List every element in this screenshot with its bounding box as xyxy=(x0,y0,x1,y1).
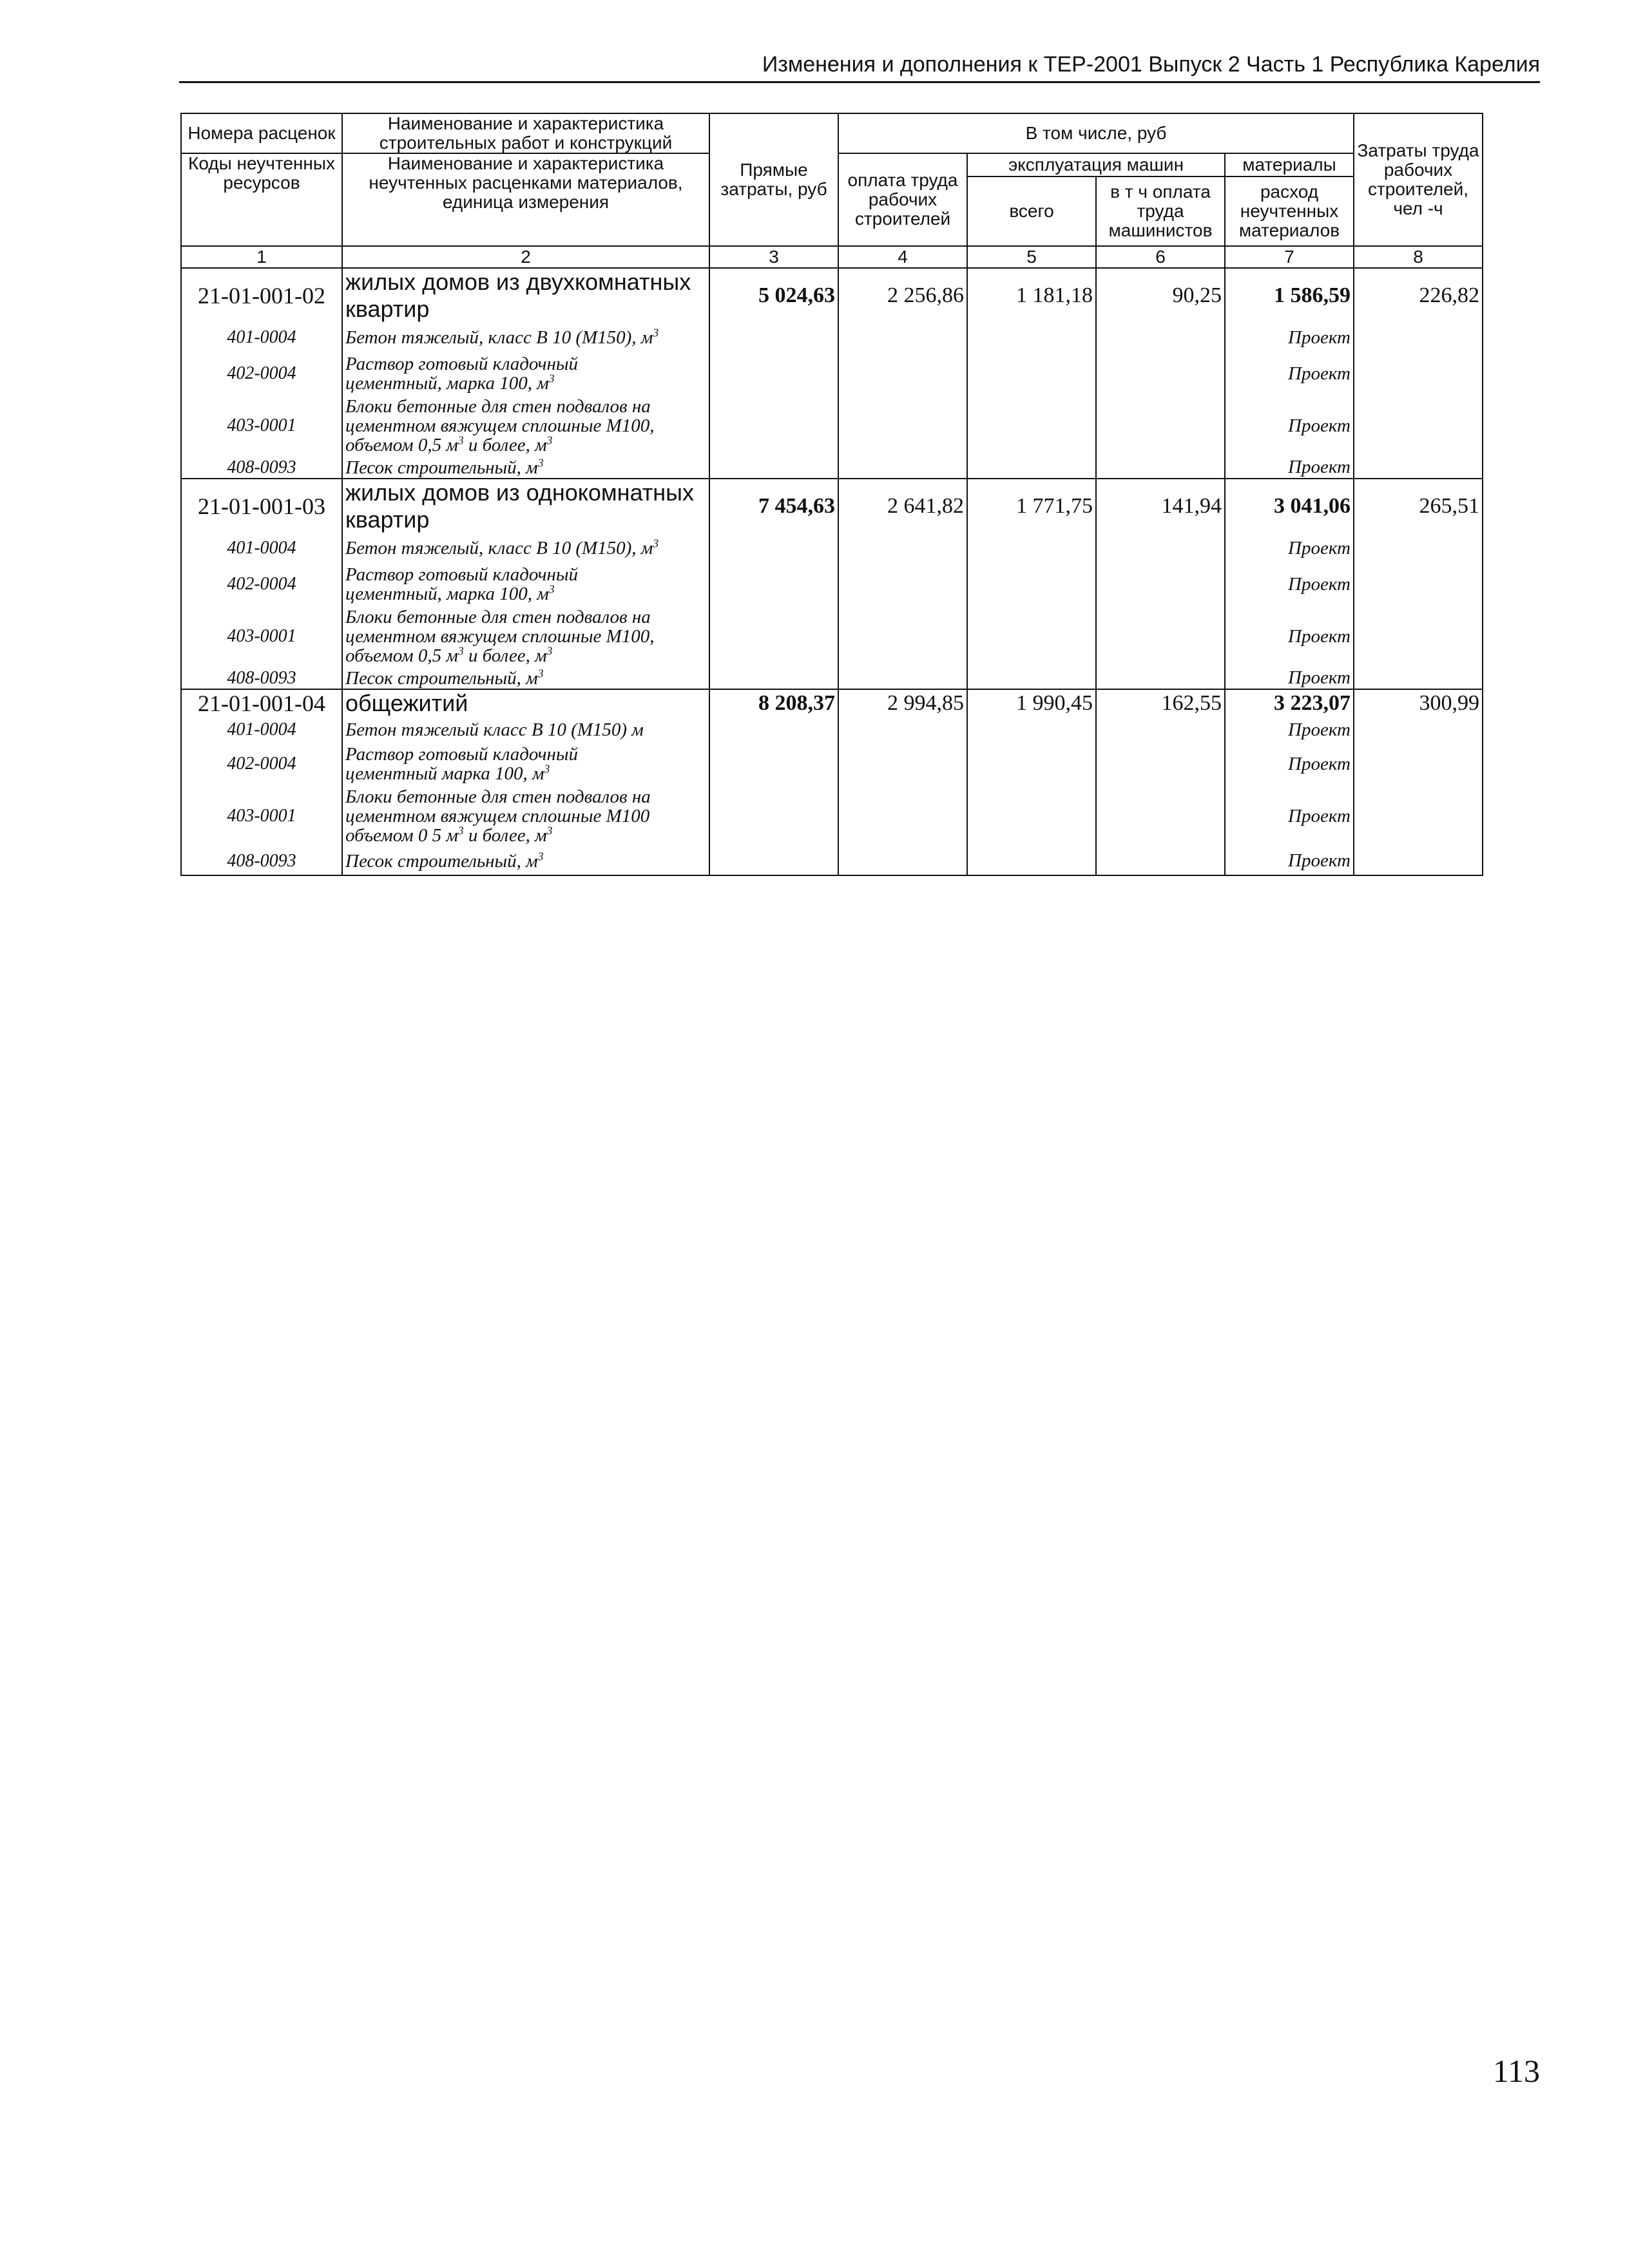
th-materials: материалы xyxy=(1225,153,1354,176)
resource-value: Проект xyxy=(1225,743,1354,785)
th-machines-operators: в т ч оплата труда машинистов xyxy=(1096,176,1225,246)
th-materials-consumption: расход неучтенных материалов xyxy=(1225,176,1354,246)
resource-code: 403-0001 xyxy=(181,605,342,667)
resource-name: Бетон тяжелый класс В 10 (М150) м xyxy=(342,717,709,743)
machines-total: 1 990,45 xyxy=(967,689,1096,717)
resource-name: Блоки бетонные для стен подвалов на цементном вяжущем сплошные М100, объемом 0,5 $м^3$ и более, $м^3$ xyxy=(342,605,709,667)
th-nomera-rascenok: Номера расценок xyxy=(181,113,342,153)
running-header: Изменения и дополнения к ТЕР-2001 Выпуск 2 Часть 1 Республика Карелия xyxy=(762,52,1540,77)
machines-operators: 90,25 xyxy=(1096,268,1225,323)
direct-costs: 8 208,37 xyxy=(709,689,838,717)
resource-code: 401-0004 xyxy=(181,533,342,563)
th-labor-pay: оплата труда рабочих строителей xyxy=(838,153,967,246)
th-including: В том числе, руб xyxy=(838,113,1354,153)
labor-pay: 2 256,86 xyxy=(838,268,967,323)
resource-value: Проект xyxy=(1225,605,1354,667)
rate-code: 21-01-001-03 xyxy=(181,479,342,533)
resource-value: Проект xyxy=(1225,785,1354,847)
th-name-works: Наименование и характеристика строительных работ и конструкций xyxy=(342,113,709,153)
page-number: 113 xyxy=(1492,2053,1540,2089)
materials: 1 586,59 xyxy=(1225,268,1354,323)
resource-value: Проект xyxy=(1225,847,1354,875)
resource-code: 408-0093 xyxy=(181,667,342,689)
resource-value: Проект xyxy=(1225,667,1354,689)
resource-value: Проект xyxy=(1225,533,1354,563)
resource-name: Блоки бетонные для стен подвалов на цементном вяжущем сплошные М100 объемом 0 5 $м^3$ и более, $м^3$ xyxy=(342,785,709,847)
th-kody-resursov: Коды неучтенных ресурсов xyxy=(181,153,342,246)
th-machines-total: всего xyxy=(967,176,1096,246)
machines-total: 1 771,75 xyxy=(967,479,1096,533)
rate-group xyxy=(181,479,1483,689)
th-name-materials: Наименование и характеристика неучтенных расценками материалов, единица измерения xyxy=(342,153,709,246)
rate-title: жилых домов из однокомнатных квартир xyxy=(342,479,709,533)
resource-code: 403-0001 xyxy=(181,395,342,457)
resource-code: 401-0004 xyxy=(181,323,342,352)
machines-total: 1 181,18 xyxy=(967,268,1096,323)
direct-costs: 5 024,63 xyxy=(709,268,838,323)
resource-code: 408-0093 xyxy=(181,457,342,479)
resource-name: Раствор готовый кладочный цементный марка 100, $м^3$ xyxy=(342,743,709,785)
rate-group xyxy=(181,268,1483,479)
rate-code: 21-01-001-02 xyxy=(181,268,342,323)
direct-costs: 7 454,63 xyxy=(709,479,838,533)
labor-hours: 300,99 xyxy=(1354,689,1483,717)
resource-name: Бетон тяжелый, класс В 10 (М150), $м^3$ xyxy=(342,323,709,352)
resource-name: Блоки бетонные для стен подвалов на цементном вяжущем сплошные М100, объемом 0,5 $м^3$ и более, $м^3$ xyxy=(342,395,709,457)
materials: 3 223,07 xyxy=(1225,689,1354,717)
resource-value: Проект xyxy=(1225,563,1354,605)
materials: 3 041,06 xyxy=(1225,479,1354,533)
th-direct-costs: Прямые затраты, руб xyxy=(709,113,838,246)
resource-value: Проект xyxy=(1225,717,1354,743)
labor-pay: 2 641,82 xyxy=(838,479,967,533)
resource-code: 402-0004 xyxy=(181,352,342,395)
rate-title: общежитий xyxy=(342,689,709,717)
labor-hours: 265,51 xyxy=(1354,479,1483,533)
resource-name: Песок строительный, $м^3$ xyxy=(342,457,709,479)
resource-code: 408-0093 xyxy=(181,847,342,875)
resource-code: 403-0001 xyxy=(181,785,342,847)
machines-operators: 141,94 xyxy=(1096,479,1225,533)
th-machines: эксплуатация машин xyxy=(967,153,1225,176)
resource-name: Бетон тяжелый, класс В 10 (М150), $м^3$ xyxy=(342,533,709,563)
resource-name: Раствор готовый кладочный цементный, марка 100, $м^3$ xyxy=(342,352,709,395)
resource-value: Проект xyxy=(1225,323,1354,352)
column-numbers: 1 2 3 4 5 6 7 8 xyxy=(181,246,1483,268)
resource-value: Проект xyxy=(1225,352,1354,395)
resource-name: Раствор готовый кладочный цементный, марка 100, $м^3$ xyxy=(342,563,709,605)
rate-code: 21-01-001-04 xyxy=(181,689,342,717)
rate-title: жилых домов из двухкомнатных квартир xyxy=(342,268,709,323)
resource-value: Проект xyxy=(1225,395,1354,457)
resource-code: 402-0004 xyxy=(181,563,342,605)
resource-value: Проект xyxy=(1225,457,1354,479)
resource-name: Песок строительный, $м^3$ xyxy=(342,667,709,689)
resource-code: 402-0004 xyxy=(181,743,342,785)
th-labor-costs: Затраты труда рабочих строителей, чел -ч xyxy=(1354,113,1483,246)
table-header xyxy=(181,113,1483,246)
labor-pay: 2 994,85 xyxy=(838,689,967,717)
machines-operators: 162,55 xyxy=(1096,689,1225,717)
rates-table xyxy=(180,113,1483,876)
resource-code: 401-0004 xyxy=(181,717,342,743)
resource-name: Песок строительный, $м^3$ xyxy=(342,847,709,875)
rate-group xyxy=(181,689,1483,875)
header-rule xyxy=(179,81,1540,83)
labor-hours: 226,82 xyxy=(1354,268,1483,323)
